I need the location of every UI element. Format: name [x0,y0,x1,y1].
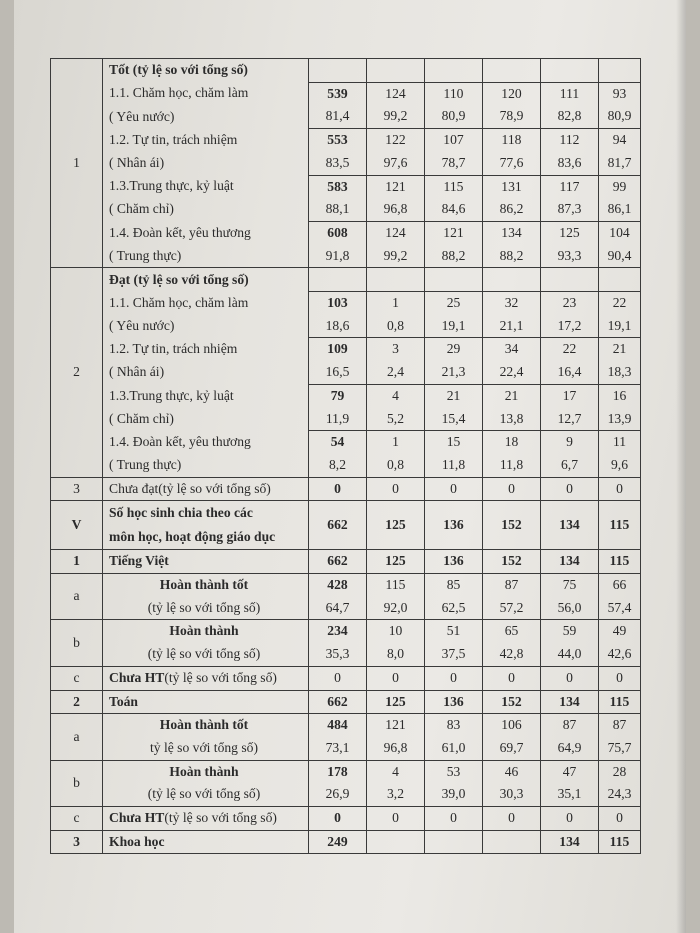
value-cell: 134 [541,501,599,550]
value-cell: 0 [309,666,367,690]
value-cell: 53 [425,760,483,783]
value-cell: 22,4 [483,361,541,384]
value-cell: 30,3 [483,783,541,806]
value-cell: 234 [309,620,367,643]
value-cell: 17 [541,384,599,407]
row-label: ( Chăm chỉ) [103,408,309,431]
value-cell: 88,2 [425,245,483,268]
value-cell: 96,8 [367,737,425,760]
row-label: Khoa học [103,830,309,854]
row-number: V [51,501,103,550]
value-cell: 553 [309,129,367,152]
empty-cell [309,268,367,292]
table-row [51,643,641,666]
value-cell: 87,3 [541,198,599,221]
value-cell: 49 [599,620,641,643]
value-cell: 15,4 [425,408,483,431]
value-cell: 0,8 [367,454,425,477]
value-cell: 81,4 [309,105,367,128]
value-cell: 82,8 [541,105,599,128]
value-cell: 662 [309,501,367,550]
value-cell: 21 [599,338,641,361]
value-cell: 77,6 [483,152,541,175]
row-sublabel: (tỷ lệ so với tổng số) [103,643,309,666]
value-cell: 125 [541,221,599,244]
value-cell: 61,0 [425,737,483,760]
value-cell: 44,0 [541,643,599,666]
value-cell: 117 [541,175,599,198]
value-cell: 57,2 [483,597,541,620]
row-label: ( Yêu nước) [103,105,309,128]
row-letter: a [51,714,103,760]
value-cell: 9,6 [599,454,641,477]
table-row [51,431,641,454]
row-label: Toán [103,690,309,714]
label-line: môn học, hoạt động giáo dục [109,529,276,545]
table-row [51,714,641,737]
value-cell: 0 [599,477,641,501]
value-cell: 79 [309,384,367,407]
value-cell: 134 [541,690,599,714]
table-row [51,760,641,783]
row-label: ( Yêu nước) [103,315,309,338]
value-cell: 121 [425,221,483,244]
value-cell: 42,6 [599,643,641,666]
value-cell: 21,3 [425,361,483,384]
value-cell: 0 [599,807,641,831]
value-cell: 125 [367,550,425,574]
value-cell: 125 [367,690,425,714]
value-cell: 1 [367,431,425,454]
table-row [51,59,641,83]
value-cell: 86,2 [483,198,541,221]
value-cell: 73,1 [309,737,367,760]
value-cell: 69,7 [483,737,541,760]
table-row [51,129,641,152]
value-cell: 39,0 [425,783,483,806]
value-cell: 0 [367,477,425,501]
value-cell: 131 [483,175,541,198]
value-cell: 11,8 [425,454,483,477]
value-cell: 0 [367,807,425,831]
value-cell: 66 [599,574,641,597]
value-cell: 0 [425,477,483,501]
row-letter: b [51,760,103,806]
value-cell: 21,1 [483,315,541,338]
value-cell: 19,1 [599,315,641,338]
value-cell: 93 [599,82,641,105]
value-cell: 115 [599,550,641,574]
row-label: ( Trung thực) [103,245,309,268]
value-cell: 5,2 [367,408,425,431]
table-row [51,454,641,477]
value-cell: 22 [599,292,641,315]
table-row [51,152,641,175]
value-cell [483,830,541,854]
value-cell: 539 [309,82,367,105]
table-row [51,597,641,620]
value-cell: 0 [541,477,599,501]
value-cell: 134 [483,221,541,244]
table-row [51,338,641,361]
row-number: 1 [51,59,103,268]
value-cell: 249 [309,830,367,854]
table-row [51,361,641,384]
value-cell: 0 [309,477,367,501]
value-cell: 6,7 [541,454,599,477]
row-label: ( Trung thực) [103,454,309,477]
table-row [51,175,641,198]
row-sublabel: tỷ lệ so với tổng số) [103,737,309,760]
value-cell: 115 [599,690,641,714]
value-cell: 92,0 [367,597,425,620]
value-cell: 110 [425,82,483,105]
row-label: 1.1. Chăm học, chăm làm [103,292,309,315]
value-cell: 42,8 [483,643,541,666]
value-cell: 18 [483,431,541,454]
value-cell: 0 [425,666,483,690]
row-number: 3 [51,830,103,854]
row-number: 1 [51,550,103,574]
value-cell: 35,1 [541,783,599,806]
value-cell: 99,2 [367,105,425,128]
value-cell: 109 [309,338,367,361]
value-cell: 0 [483,666,541,690]
value-cell: 115 [367,574,425,597]
empty-cell [599,268,641,292]
empty-cell [425,59,483,83]
row-label: 1.4. Đoàn kết, yêu thương [103,431,309,454]
table-row [51,105,641,128]
value-cell: 106 [483,714,541,737]
value-cell: 99,2 [367,245,425,268]
value-cell: 121 [367,175,425,198]
value-cell: 21 [483,384,541,407]
group-header-label: Đạt (tỷ lệ so với tổng số) [109,271,249,287]
value-cell: 87 [599,714,641,737]
value-cell: 3 [367,338,425,361]
value-cell: 484 [309,714,367,737]
label-rest: (tỷ lệ so với tổng số) [164,669,277,685]
row-label [103,666,309,690]
row-number: 2 [51,690,103,714]
value-cell: 103 [309,292,367,315]
value-cell: 124 [367,82,425,105]
value-cell: 152 [483,690,541,714]
value-cell: 18,3 [599,361,641,384]
value-cell: 608 [309,221,367,244]
row-label: Chưa đạt(tỷ lệ so với tổng số) [103,477,309,501]
row-letter: c [51,666,103,690]
row-letter: a [51,574,103,620]
value-cell: 134 [541,830,599,854]
value-cell: 93,3 [541,245,599,268]
empty-cell [599,59,641,83]
value-cell: 152 [483,550,541,574]
table-row [51,477,641,501]
value-cell: 97,6 [367,152,425,175]
value-cell: 583 [309,175,367,198]
empty-cell [541,59,599,83]
paper-sheet [14,0,686,933]
value-cell: 4 [367,384,425,407]
label-bold: Chưa HT [109,810,165,826]
value-cell: 81,7 [599,152,641,175]
value-cell: 125 [367,501,425,550]
value-cell: 86,1 [599,198,641,221]
value-cell: 54 [309,431,367,454]
row-number: 2 [51,268,103,477]
table-row [51,268,641,292]
value-cell: 662 [309,550,367,574]
value-cell: 13,8 [483,408,541,431]
value-cell: 8,2 [309,454,367,477]
value-cell: 19,1 [425,315,483,338]
statistics-table [50,58,641,854]
value-cell: 65 [483,620,541,643]
value-cell: 0 [541,666,599,690]
value-cell: 99 [599,175,641,198]
value-cell [425,830,483,854]
value-cell: 0,8 [367,315,425,338]
table-row [51,737,641,760]
value-cell: 115 [599,501,641,550]
value-cell: 35,3 [309,643,367,666]
value-cell: 78,7 [425,152,483,175]
empty-cell [541,268,599,292]
table-row [51,315,641,338]
table-body [51,59,641,854]
value-cell: 12,7 [541,408,599,431]
row-label: ( Nhân ái) [103,361,309,384]
value-cell: 3,2 [367,783,425,806]
value-cell: 107 [425,129,483,152]
row-label: 1.2. Tự tin, trách nhiệm [103,129,309,152]
value-cell: 57,4 [599,597,641,620]
table-row [51,408,641,431]
value-cell: 26,9 [309,783,367,806]
label-line: Số học sinh chia theo các [109,505,253,521]
value-cell: 91,8 [309,245,367,268]
table-row [51,620,641,643]
value-cell: 11,9 [309,408,367,431]
group-header-label: Tốt (tỷ lệ so với tổng số) [109,62,248,78]
value-cell: 90,4 [599,245,641,268]
value-cell: 115 [599,830,641,854]
row-label: Hoàn thành [103,620,309,643]
value-cell: 64,9 [541,737,599,760]
value-cell: 22 [541,338,599,361]
value-cell: 136 [425,550,483,574]
table-row [51,807,641,831]
value-cell: 124 [367,221,425,244]
table-row [51,666,641,690]
value-cell: 78,9 [483,105,541,128]
value-cell: 62,5 [425,597,483,620]
value-cell: 11,8 [483,454,541,477]
value-cell: 18,6 [309,315,367,338]
value-cell: 115 [425,175,483,198]
value-cell: 0 [541,807,599,831]
value-cell: 21 [425,384,483,407]
table-row [51,82,641,105]
value-cell: 13,9 [599,408,641,431]
value-cell: 34 [483,338,541,361]
value-cell: 104 [599,221,641,244]
empty-cell [425,268,483,292]
value-cell: 87 [541,714,599,737]
row-label: 1.3.Trung thực, kỷ luật [103,384,309,407]
value-cell: 75 [541,574,599,597]
value-cell: 122 [367,129,425,152]
row-sublabel: (tỷ lệ so với tổng số) [103,783,309,806]
table-row [51,690,641,714]
value-cell: 84,6 [425,198,483,221]
row-number: 3 [51,477,103,501]
value-cell: 121 [367,714,425,737]
value-cell: 56,0 [541,597,599,620]
value-cell: 118 [483,129,541,152]
row-label: Tiếng Việt [103,550,309,574]
value-cell: 9 [541,431,599,454]
label-bold: Chưa HT [109,669,165,685]
value-cell: 25 [425,292,483,315]
row-label: Hoàn thành [103,760,309,783]
empty-cell [367,268,425,292]
table-row [51,384,641,407]
value-cell: 16 [599,384,641,407]
value-cell: 11 [599,431,641,454]
value-cell: 75,7 [599,737,641,760]
row-sublabel: (tỷ lệ so với tổng số) [103,597,309,620]
value-cell: 17,2 [541,315,599,338]
empty-cell [367,59,425,83]
empty-cell [483,268,541,292]
row-label: 1.2. Tự tin, trách nhiệm [103,338,309,361]
value-cell: 0 [483,477,541,501]
value-cell [367,830,425,854]
value-cell: 0 [483,807,541,831]
value-cell: 136 [425,501,483,550]
value-cell: 47 [541,760,599,783]
value-cell: 0 [425,807,483,831]
row-label: ( Nhân ái) [103,152,309,175]
value-cell: 85 [425,574,483,597]
value-cell: 32 [483,292,541,315]
value-cell: 112 [541,129,599,152]
group-header [103,268,309,292]
value-cell: 4 [367,760,425,783]
row-label [103,807,309,831]
label-rest: (tỷ lệ so với tổng số) [164,810,277,826]
table-row [51,221,641,244]
value-cell: 24,3 [599,783,641,806]
value-cell: 87 [483,574,541,597]
row-label [103,501,309,550]
value-cell: 37,5 [425,643,483,666]
value-cell: 88,2 [483,245,541,268]
value-cell: 64,7 [309,597,367,620]
value-cell: 2,4 [367,361,425,384]
value-cell: 80,9 [599,105,641,128]
value-cell: 8,0 [367,643,425,666]
value-cell: 428 [309,574,367,597]
value-cell: 16,4 [541,361,599,384]
value-cell: 111 [541,82,599,105]
row-label: Hoàn thành tốt [103,574,309,597]
value-cell: 46 [483,760,541,783]
value-cell: 0 [367,666,425,690]
value-cell: 51 [425,620,483,643]
value-cell: 80,9 [425,105,483,128]
value-cell: 94 [599,129,641,152]
row-label: 1.4. Đoàn kết, yêu thương [103,221,309,244]
value-cell: 59 [541,620,599,643]
row-letter: c [51,807,103,831]
value-cell: 28 [599,760,641,783]
value-cell: 10 [367,620,425,643]
row-label: 1.1. Chăm học, chăm làm [103,82,309,105]
value-cell: 83,6 [541,152,599,175]
value-cell: 662 [309,690,367,714]
table-row [51,198,641,221]
empty-cell [309,59,367,83]
value-cell: 120 [483,82,541,105]
row-label: ( Chăm chỉ) [103,198,309,221]
value-cell: 16,5 [309,361,367,384]
value-cell: 83,5 [309,152,367,175]
value-cell: 136 [425,690,483,714]
value-cell: 29 [425,338,483,361]
table-row [51,830,641,854]
row-letter: b [51,620,103,666]
empty-cell [483,59,541,83]
value-cell: 1 [367,292,425,315]
value-cell: 23 [541,292,599,315]
group-header [103,59,309,83]
value-cell: 134 [541,550,599,574]
table-row [51,783,641,806]
value-cell: 83 [425,714,483,737]
table-row [51,550,641,574]
table-row [51,574,641,597]
value-cell: 152 [483,501,541,550]
value-cell: 178 [309,760,367,783]
table-row [51,292,641,315]
table-row [51,245,641,268]
row-label: Hoàn thành tốt [103,714,309,737]
value-cell: 0 [599,666,641,690]
value-cell: 0 [309,807,367,831]
value-cell: 15 [425,431,483,454]
table-row [51,501,641,550]
value-cell: 96,8 [367,198,425,221]
row-label: 1.3.Trung thực, kỷ luật [103,175,309,198]
value-cell: 88,1 [309,198,367,221]
